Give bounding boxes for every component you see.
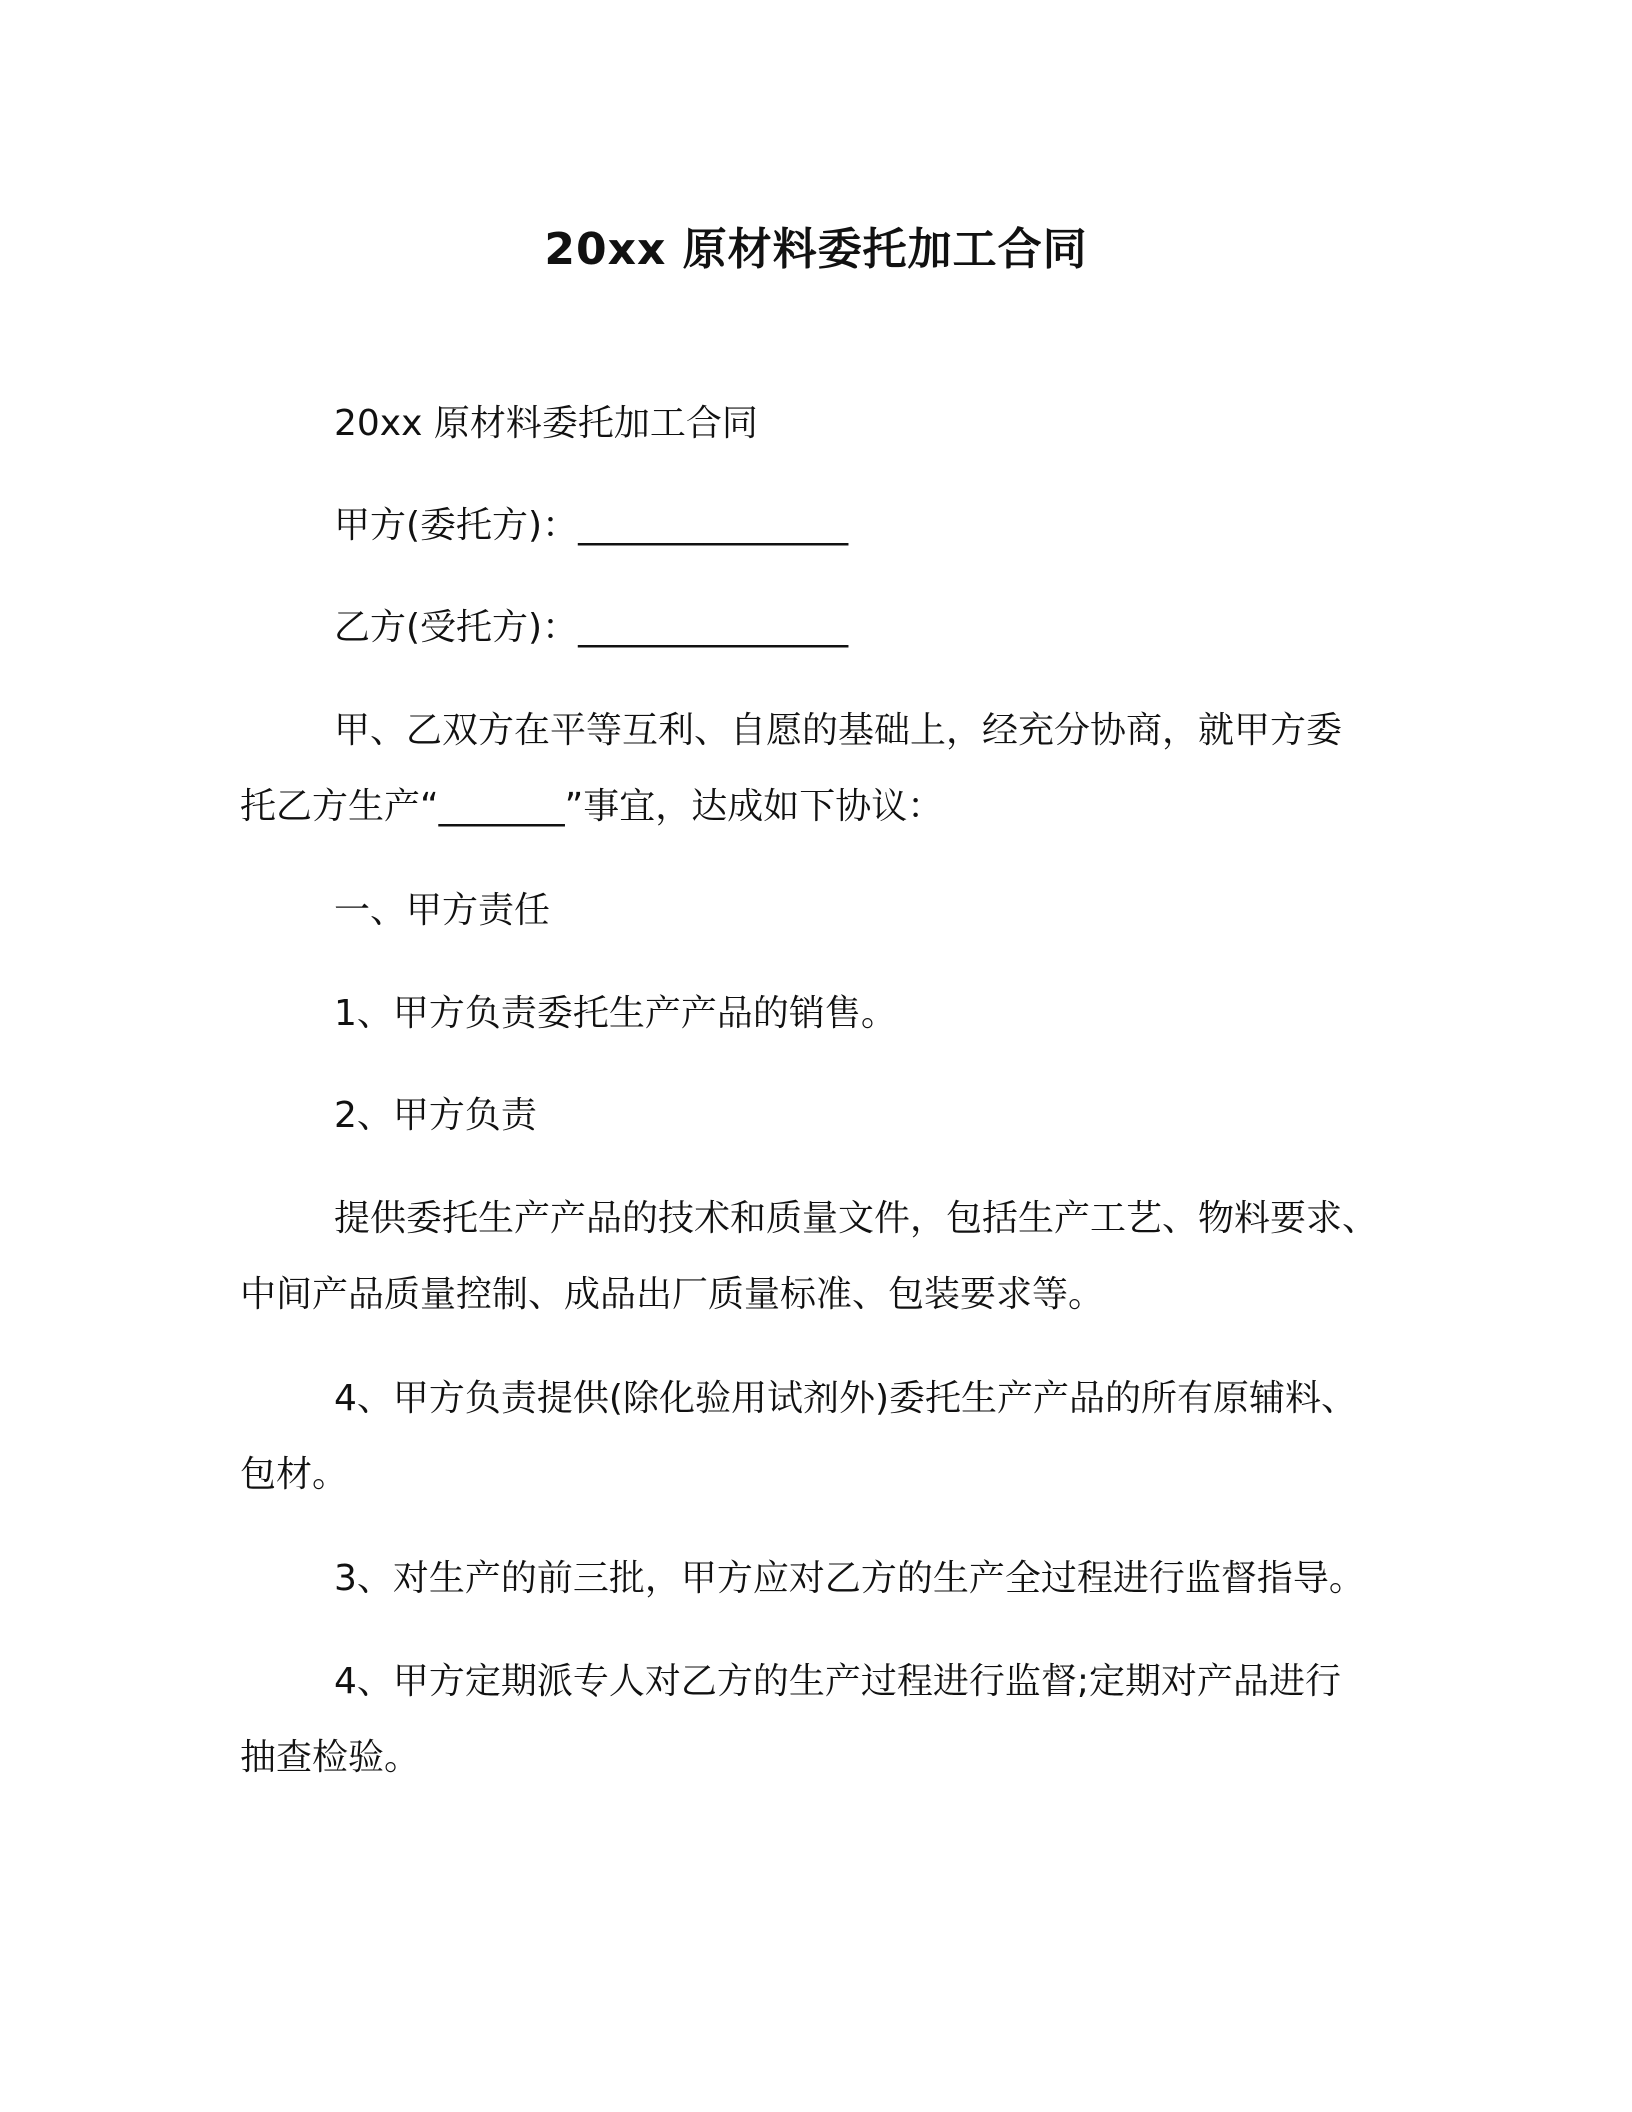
paragraph-line: 20xx 原材料委托加工合同 [334, 403, 758, 444]
paragraph-line: 乙方(受托方)：_______________ [334, 607, 849, 648]
paragraph-line: 包材。 [240, 1454, 349, 1495]
paragraph-clause-4b [240, 1644, 1390, 1796]
section-heading-party-a-duties [240, 873, 1390, 949]
paragraph-line: 4、甲方定期派专人对乙方的生产过程进行监督;定期对产品进行 [334, 1661, 1342, 1702]
paragraph-party-a [240, 488, 1390, 564]
paragraph-clause-1 [240, 976, 1390, 1052]
paragraph-line: 甲、乙双方在平等互利、自愿的基础上，经充分协商，就甲方委 [334, 710, 1343, 751]
paragraph-line: 甲方(委托方)：_______________ [334, 505, 849, 546]
paragraph-clause-4a [240, 1361, 1390, 1513]
paragraph-line: 提供委托生产产品的技术和质量文件，包括生产工艺、物料要求、 [334, 1198, 1379, 1239]
paragraph-preamble [240, 693, 1390, 845]
paragraph-line: 3、对生产的前三批，甲方应对乙方的生产全过程进行监督指导。 [334, 1558, 1365, 1599]
paragraph-line: 一、甲方责任 [334, 890, 551, 931]
paragraph-party-b [240, 590, 1390, 666]
paragraph-line: 抽查检验。 [240, 1737, 421, 1778]
paragraph-line: 4、甲方负责提供(除化验用试剂外)委托生产产品的所有原辅料、 [334, 1378, 1357, 1419]
paragraph-heading [240, 386, 1390, 462]
document-title: 20xx 原材料委托加工合同 [544, 224, 1088, 275]
paragraph-line: 2、甲方负责 [334, 1095, 537, 1136]
paragraph-line: 托乙方生产“_______”事宜，达成如下协议： [240, 786, 944, 827]
paragraph-line: 中间产品质量控制、成品出厂质量标准、包装要求等。 [240, 1274, 1105, 1315]
paragraph-clause-3 [240, 1541, 1390, 1617]
paragraph-clause-2-detail [240, 1181, 1390, 1333]
paragraph-clause-2 [240, 1078, 1390, 1154]
paragraph-line: 1、甲方负责委托生产产品的销售。 [334, 993, 897, 1034]
